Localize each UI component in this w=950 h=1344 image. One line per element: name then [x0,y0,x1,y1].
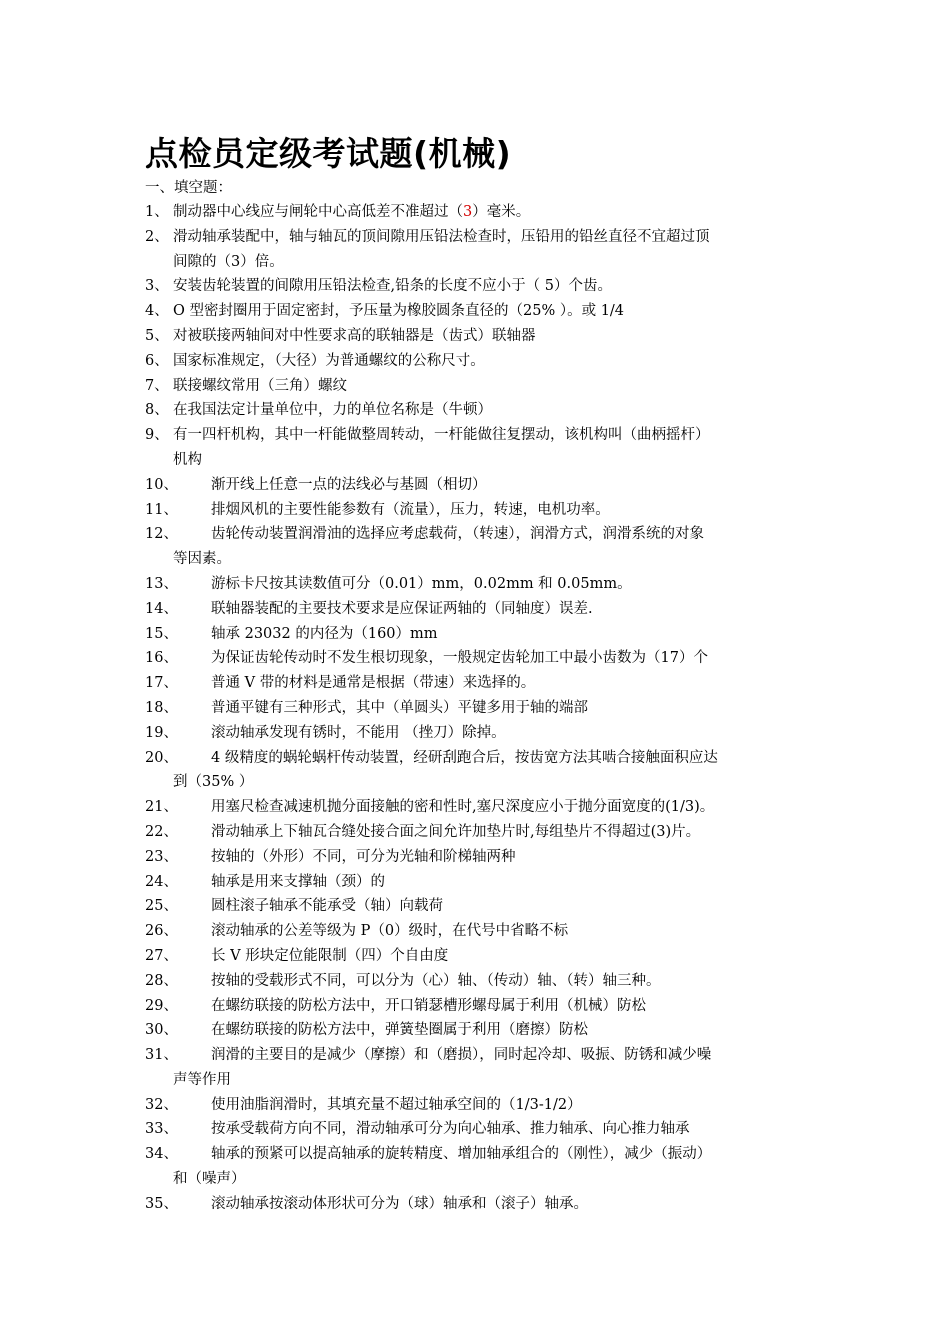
question-item [145,919,810,944]
question-number: 29、 [145,997,178,1014]
question-number: 5、 [145,327,169,344]
question-text: 长 V 形块定位能限制（四）个自由度 [211,947,449,964]
question-text: 排烟风机的主要性能参数有（流量），压力，转速，电机功率。 [211,501,610,518]
question-item [145,969,810,994]
question-item [145,200,810,225]
question-text: 圆柱滚子轴承不能承受（轴）向载荷 [211,898,443,915]
question-text: 在螺纺联接的防松方法中，弹簧垫圈属于利用（磨擦）防松 [211,1022,588,1039]
question-number: 14、 [145,600,178,617]
question-item [145,498,810,523]
answer-highlight: 3 [463,204,473,220]
question-item [145,423,810,448]
question-item [145,473,810,498]
question-item [145,374,810,399]
question-item [145,696,810,721]
question-item [145,721,810,746]
question-number: 13、 [145,575,178,592]
question-number: 17、 [145,675,178,692]
question-number: 27、 [145,947,178,964]
question-item [145,845,810,870]
question-continuation: 等因素。 [173,551,231,568]
question-number: 23、 [145,848,178,865]
question-number: 2、 [145,228,169,245]
question-text: 润滑的主要目的是减少（摩擦）和（磨损），同时起冷却、吸振、防锈和减少噪 [211,1047,712,1064]
question-number: 25、 [145,898,178,915]
question-text: 轴承的预紧可以提高轴承的旋转精度、增加轴承组合的（刚性），减少（振动） [211,1146,712,1163]
question-text: 使用油脂润滑时，其填充量不超过轴承空间的（1/3-1/2） [211,1096,582,1113]
question-number: 21、 [145,799,178,816]
question-text: 在螺纺联接的防松方法中，开口销瑟槽形螺母属于利用（机械）防松 [211,997,646,1014]
question-item [145,944,810,969]
question-number: 3、 [145,278,169,295]
question-text: 对被联接两轴间对中性要求高的联轴器是（齿式）联轴器 [173,327,536,344]
question-item [145,398,810,423]
question-text: 滚动轴承按滚动体形状可分为（球）轴承和（滚子）轴承。 [211,1195,588,1212]
question-item [145,274,810,299]
question-text: 为保证齿轮传动时不发生根切现象，一般规定齿轮加工中最小齿数为（17）个 [211,650,708,667]
question-text-part: 制动器中心线应与闸轮中心高低差不准超过（ [173,204,463,220]
question-item [145,324,810,349]
question-text: 轴承 23032 的内径为（160）mm [211,625,438,642]
question-item [145,299,810,324]
question-item [145,1142,810,1167]
question-number: 10、 [145,476,178,493]
question-text [173,200,810,225]
question-continuation: 和（噪声） [173,1171,246,1188]
question-number: 1、 [145,204,169,220]
question-text: 联接螺纹常用（三角）螺纹 [173,377,347,394]
question-text: 滚动轴承发现有锈时，不能用 （挫刀）除掉。 [211,724,506,741]
question-number: 28、 [145,972,178,989]
question-text: 联轴器装配的主要技术要求是应保证两轴的（同轴度）误差. [211,600,593,617]
question-number: 32、 [145,1096,178,1113]
question-number: 33、 [145,1121,178,1138]
question-item [145,597,810,622]
question-number: 15、 [145,625,178,642]
question-number: 31、 [145,1047,178,1064]
question-text: 用塞尺检查减速机抛分面接触的密和性时,塞尺深度应小于抛分面宽度的(1/3)。 [211,799,715,816]
question-number: 22、 [145,823,178,840]
question-item [145,349,810,374]
question-text: 渐开线上任意一点的法线必与基圆（相切） [211,476,487,493]
question-text: 按承受载荷方向不同，滑动轴承可分为向心轴承、推力轴承、向心推力轴承 [211,1121,690,1138]
question-text: 轴承是用来支撑轴（颈）的 [211,873,385,890]
question-item [145,894,810,919]
question-text: 国家标准规定，（大径）为普通螺纹的公称尺寸。 [173,352,485,369]
question-item [145,1117,810,1142]
question-item [145,1018,810,1043]
question-number: 6、 [145,352,169,369]
section-heading: 一、填空题： [145,180,232,196]
question-text: 普通 V 带的材料是通常是根据（带速）来选择的。 [211,675,536,692]
question-item [145,1043,810,1068]
question-item [145,870,810,895]
page-title: 点检员定级考试题(机械) [145,134,512,173]
question-item [145,572,810,597]
question-item [145,522,810,547]
question-number: 8、 [145,402,169,419]
question-number: 4、 [145,303,169,320]
question-text: 有一四杆机构，其中一杆能做整周转动，一杆能做往复摆动，该机构叫（曲柄摇杆） [173,427,710,444]
question-number: 34、 [145,1146,178,1163]
question-number: 24、 [145,873,178,890]
question-text: 按轴的（外形）不同，可分为光轴和阶梯轴两种 [211,848,516,865]
question-list [145,200,810,1217]
question-item [145,1192,810,1217]
question-text: 普通平键有三种形式，其中（单圆头）平键多用于轴的端部 [211,699,588,716]
question-text: 游标卡尺按其读数值可分（0.01）mm，0.02mm 和 0.05mm。 [211,575,632,592]
question-number: 35、 [145,1195,178,1212]
question-item [145,622,810,647]
question-number: 11、 [145,501,178,518]
question-item [145,820,810,845]
question-continuation: 间隙的（3）倍。 [173,253,284,270]
question-item [145,671,810,696]
question-item [145,994,810,1019]
question-text: O 型密封圈用于固定密封，予压量为橡胶圆条直径的（25% ）。或 1/4 [173,303,625,320]
question-number: 30、 [145,1022,178,1039]
question-item [145,1093,810,1118]
question-item [145,646,810,671]
question-text: 在我国法定计量单位中，力的单位名称是（牛顿） [173,402,492,419]
question-number: 9、 [145,427,169,444]
question-text: 滑动轴承装配中，轴与轴瓦的顶间隙用压铅法检查时，压铅用的铅丝直径不宜超过顶 [173,228,710,245]
question-text: 安装齿轮装置的间隙用压铅法检查,铅条的长度不应小于（ 5）个齿。 [173,278,612,295]
question-item [145,225,810,250]
question-number: 7、 [145,377,169,394]
question-number: 12、 [145,526,178,543]
question-number: 20、 [145,749,178,766]
question-text: 4 级精度的蜗轮蜗杆传动装置，经研刮跑合后，按齿宽方法其啮合接触面积应达 [211,749,718,766]
question-text: 滚动轴承的公差等级为 P（0）级时，在代号中省略不标 [211,923,569,940]
question-number: 26、 [145,923,178,940]
question-number: 19、 [145,724,178,741]
question-text: 齿轮传动装置润滑油的选择应考虑载荷，（转速），润滑方式，润滑系统的对象 [211,526,704,543]
question-item [145,795,810,820]
question-text: 滑动轴承上下轴瓦合缝处接合面之间允许加垫片时,每组垫片不得超过(3)片。 [211,823,701,840]
question-text: 按轴的受载形式不同，可以分为（心）轴、（传动）轴、（转）轴三种。 [211,972,661,989]
question-text-part: ）毫米。 [472,204,531,220]
question-item [145,746,810,771]
question-continuation: 机构 [173,451,202,468]
question-continuation: 到（35% ） [173,774,254,791]
question-number: 16、 [145,650,178,667]
question-continuation: 声等作用 [173,1071,231,1088]
question-number: 18、 [145,699,178,716]
